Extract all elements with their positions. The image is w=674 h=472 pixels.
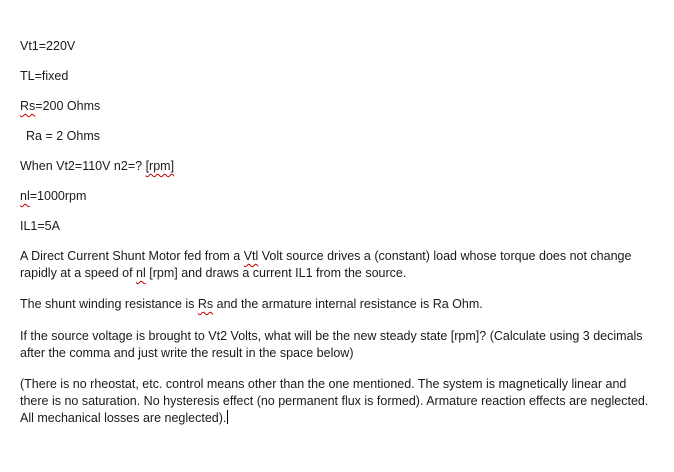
spellcheck-word-nl-inline[interactable]: nl [136, 266, 146, 280]
given-il1 [20, 218, 60, 234]
p1-part-a: A Direct Current Shunt Motor fed from a [20, 249, 244, 263]
p1-part-c: [rpm] and draws a current IL1 from the source. [145, 266, 407, 280]
given-rs [20, 98, 100, 114]
p3-text: If the source voltage is brought to Vt2 Volts, what will be the new steady state [rpm]? (Calculate using 3 decimals after the comma and just write the result in the space below) [20, 329, 643, 360]
given-nl-value: =1000rpm [29, 189, 87, 203]
problem-paragraph-3 [20, 328, 650, 362]
given-tl [20, 68, 68, 84]
spellcheck-word-rs[interactable]: Rs [20, 99, 36, 113]
given-when [20, 158, 174, 174]
given-rs-value: =200 Ohms [35, 99, 101, 113]
given-nl [20, 188, 86, 204]
given-ra [26, 128, 100, 144]
p4-text: (There is no rheostat, etc. control means other than the one mentioned. The system is magnetically linear and there is no saturation. No hysteresis effect (no permanent flux is formed). Armature reaction effects are neglected. All mechanical losses are neglected). [20, 377, 649, 425]
text-cursor [227, 410, 228, 424]
given-when-text: When Vt2=110V n2=? [20, 159, 146, 173]
spellcheck-word-rs-inline[interactable]: Rs [197, 297, 214, 311]
given-il1-text: IL1=5A [20, 219, 60, 233]
problem-paragraph-1 [20, 248, 650, 282]
p1-part-b: Volt source drives a (constant) load whose torque does not change rapidly at a speed of [20, 249, 632, 280]
given-vt1 [20, 38, 75, 54]
spellcheck-word-rpm[interactable]: [rpm] [145, 159, 175, 173]
given-tl-text: TL=fixed [20, 69, 69, 83]
problem-paragraph-4 [20, 376, 650, 427]
spellcheck-word-vtl[interactable]: Vtl [243, 249, 259, 263]
given-vt1-text: Vt1=220V [20, 39, 76, 53]
problem-paragraph-2 [20, 296, 650, 313]
p2-part-b: and the armature internal resistance is Ra Ohm. [213, 297, 483, 311]
p2-part-a: The shunt winding resistance is [20, 297, 198, 311]
given-ra-text: Ra = 2 Ohms [26, 129, 100, 143]
spellcheck-word-nl[interactable]: nl [20, 189, 30, 203]
